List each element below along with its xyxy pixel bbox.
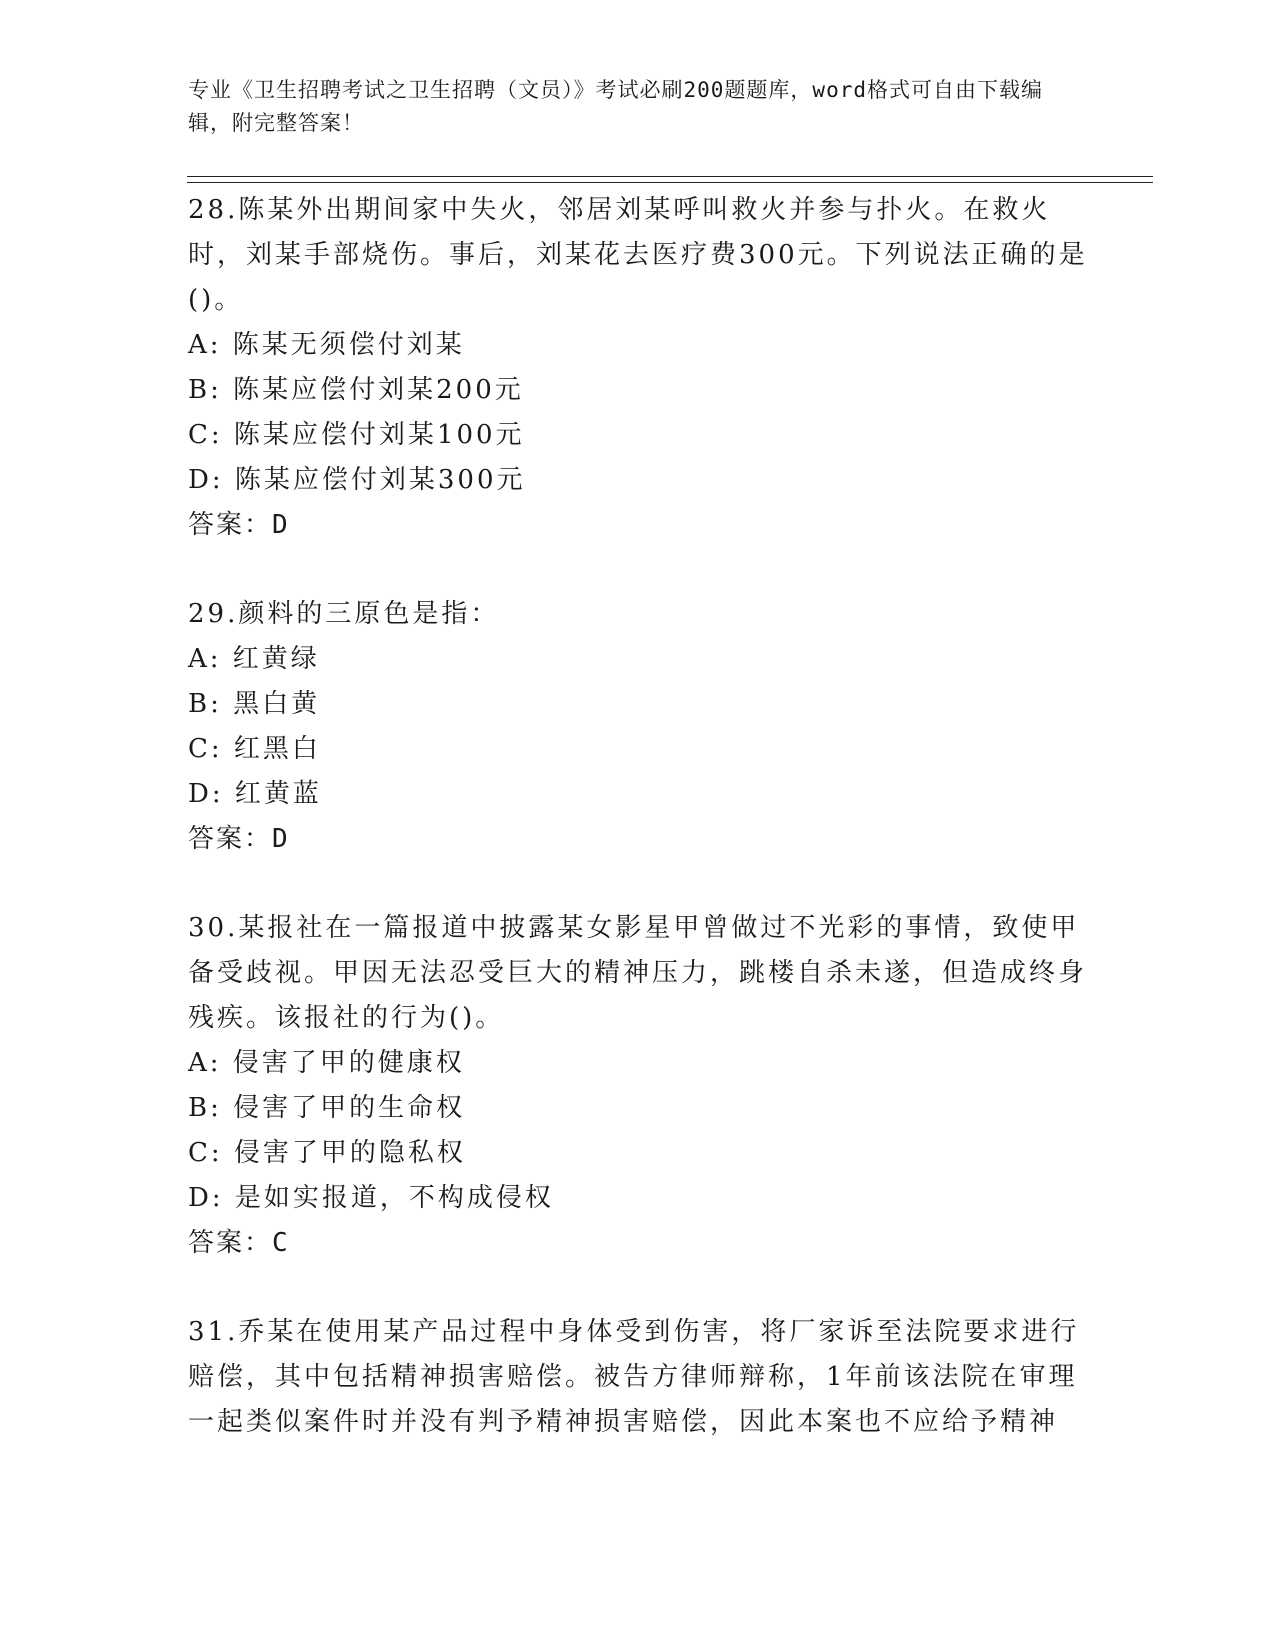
question-stem: 29.颜料的三原色是指：: [188, 599, 500, 629]
question-31: [188, 1310, 1088, 1445]
question-stem: 31.乔某在使用某产品过程中身体受到伤害，将厂家诉至法院要求进行赔偿，其中包括精神损害赔偿。被告方律师辩称，1年前该法院在审理一起类似案件时并没有判予精神损害赔偿，因此本案也不应给予精神: [188, 1317, 1080, 1437]
option-a: A: 侵害了甲的健康权: [188, 1048, 465, 1078]
answer-line: 答案：D: [188, 510, 290, 540]
question-list: [188, 188, 1088, 1489]
header-divider: [187, 176, 1153, 183]
document-header: 专业《卫生招聘考试之卫生招聘（文员）》考试必刷200题题库，word格式可自由下载编辑，附完整答案！: [188, 78, 1043, 135]
answer-line: 答案：C: [188, 1228, 290, 1258]
option-a: A: 红黄绿: [188, 644, 320, 674]
question-stem: 30.某报社在一篇报道中披露某女影星甲曾做过不光彩的事情，致使甲备受歧视。甲因无法忍受巨大的精神压力，跳楼自杀未遂，但造成终身残疾。该报社的行为()。: [188, 913, 1088, 1033]
option-b: B: 陈某应偿付刘某200元: [188, 375, 524, 405]
option-c: C: 侵害了甲的隐私权: [188, 1138, 466, 1168]
answer-line: 答案：D: [188, 824, 290, 854]
option-b: B: 黑白黄: [188, 689, 321, 719]
option-c: C: 陈某应偿付刘某100元: [188, 420, 525, 450]
option-d: D: 是如实报道，不构成侵权: [188, 1183, 554, 1213]
option-b: B: 侵害了甲的生命权: [188, 1093, 466, 1123]
question-stem: 28.陈某外出期间家中失火，邻居刘某呼叫救火并参与扑火。在救火时，刘某手部烧伤。事后，刘某花去医疗费300元。下列说法正确的是()。: [188, 195, 1088, 315]
option-a: A: 陈某无须偿付刘某: [188, 330, 465, 360]
question-28: [188, 188, 1088, 548]
option-c: C: 红黑白: [188, 734, 321, 764]
option-d: D: 陈某应偿付刘某300元: [188, 465, 526, 495]
option-d: D: 红黄蓝: [188, 779, 322, 809]
question-30: [188, 906, 1088, 1266]
question-29: [188, 592, 1088, 862]
